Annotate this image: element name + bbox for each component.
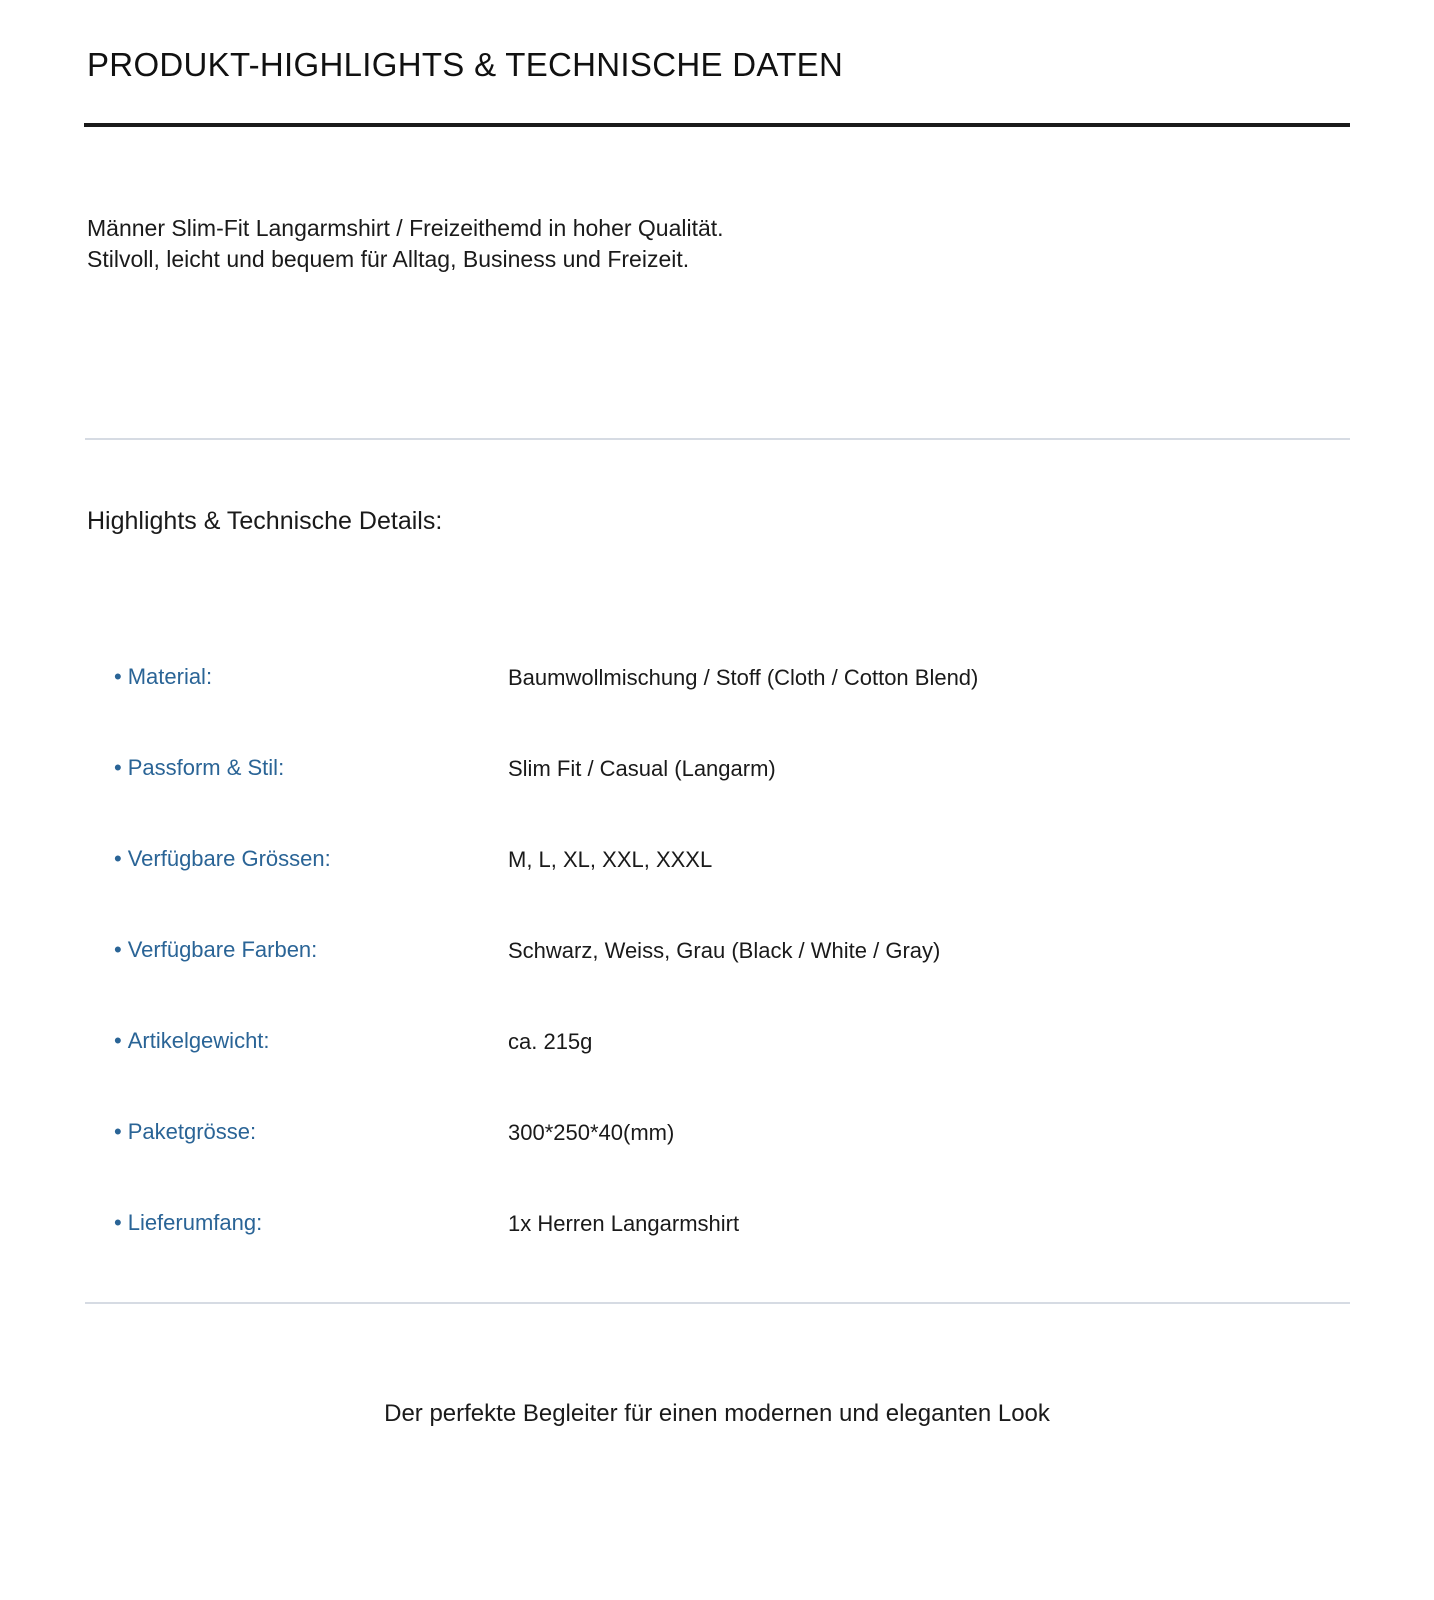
spec-label bbox=[114, 1210, 262, 1236]
bullet: • bbox=[114, 1028, 122, 1053]
spec-label-text: Paketgrösse: bbox=[127, 1119, 257, 1144]
intro-text bbox=[87, 213, 724, 275]
bullet: • bbox=[114, 1210, 122, 1235]
spec-value: ca. 215g bbox=[508, 1029, 593, 1054]
spec-value: 1x Herren Langarmshirt bbox=[508, 1211, 740, 1236]
spec-label-text: Material: bbox=[127, 664, 213, 689]
spec-list bbox=[114, 664, 1314, 1301]
spec-label-text: Artikelgewicht: bbox=[127, 1028, 270, 1053]
intro-line-2: Stilvoll, leicht und bequem für Alltag, Business und Freizeit. bbox=[87, 246, 690, 272]
bullet: • bbox=[114, 1119, 122, 1144]
intro-line-1: Männer Slim-Fit Langarmshirt / Freizeithemd in hoher Qualität. bbox=[87, 215, 724, 241]
spec-row-contents bbox=[114, 1210, 1314, 1301]
bullet: • bbox=[114, 937, 122, 962]
spec-label bbox=[114, 846, 331, 872]
spec-label-text: Passform & Stil: bbox=[127, 755, 285, 780]
spec-label-text: Lieferumfang: bbox=[127, 1210, 263, 1235]
bullet: • bbox=[114, 846, 122, 871]
spec-value: Schwarz, Weiss, Grau (Black / White / Gray) bbox=[508, 938, 941, 963]
section-heading: Highlights & Technische Details: bbox=[87, 507, 443, 535]
bullet: • bbox=[114, 755, 122, 780]
spec-value: M, L, XL, XXL, XXXL bbox=[508, 847, 713, 872]
spec-label-text: Verfügbare Grössen: bbox=[127, 846, 331, 871]
spec-row-colors bbox=[114, 937, 1314, 1028]
spec-value: Slim Fit / Casual (Langarm) bbox=[508, 756, 776, 781]
title-underline bbox=[84, 123, 1350, 127]
page-title: PRODUKT-HIGHLIGHTS & TECHNISCHE DATEN bbox=[87, 46, 844, 83]
spec-label-text: Verfügbare Farben: bbox=[127, 937, 318, 962]
bullet: • bbox=[114, 664, 122, 689]
spec-row-package-size bbox=[114, 1119, 1314, 1210]
spec-value: Baumwollmischung / Stoff (Cloth / Cotton Blend) bbox=[508, 665, 979, 690]
spec-label bbox=[114, 755, 284, 781]
spec-label bbox=[114, 937, 317, 963]
spec-row-fit-style bbox=[114, 755, 1314, 846]
section-divider-bottom bbox=[85, 1302, 1350, 1304]
spec-row-weight bbox=[114, 1028, 1314, 1119]
spec-label bbox=[114, 1119, 256, 1145]
section-divider-top bbox=[85, 438, 1350, 440]
footer-tagline: Der perfekte Begleiter für einen modernen und eleganten Look bbox=[384, 1400, 1050, 1427]
spec-value: 300*250*40(mm) bbox=[508, 1120, 675, 1145]
spec-row-material bbox=[114, 664, 1314, 755]
spec-label bbox=[114, 1028, 270, 1054]
spec-row-sizes bbox=[114, 846, 1314, 937]
spec-label bbox=[114, 664, 212, 690]
